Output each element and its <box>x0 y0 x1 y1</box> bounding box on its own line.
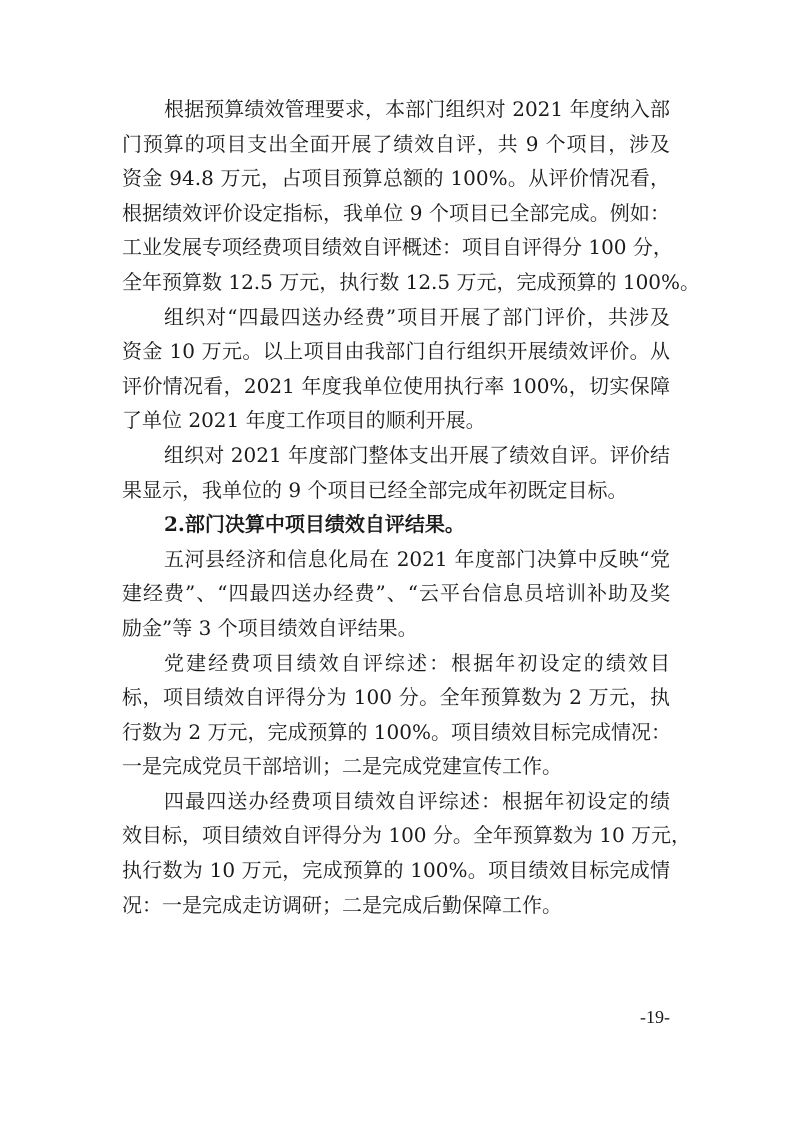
text-line: 五河县经济和信息化局在 2021 年度部门决算中反映“党 <box>164 546 670 571</box>
text-line: 资金 10 万元。以上项目由我部门自行组织开展绩效评价。从 <box>122 339 670 364</box>
text-line: 了单位 2021 年度工作项目的顺利开展。 <box>122 408 486 433</box>
paragraph <box>122 542 670 646</box>
text-line: 组织对 2021 年度部门整体支出开展了绩效自评。评价结 <box>164 442 670 467</box>
text-line: 四最四送办经费项目绩效自评综述：根据年初设定的绩 <box>164 788 670 813</box>
text-line: 果显示，我单位的 9 个项目已经全部完成年初既定目标。 <box>122 477 628 502</box>
paragraph <box>122 438 670 507</box>
text-line: 根据预算绩效管理要求，本部门组织对 2021 年度纳入部 <box>164 97 670 121</box>
paragraph <box>122 92 701 300</box>
section-heading <box>122 507 670 542</box>
text-line: 门预算的项目支出全面开展了绩效自评，共 9 个项目，涉及 <box>122 131 670 156</box>
text-line: 执行数为 10 万元，完成预算的 100%。项目绩效目标完成情 <box>122 858 670 883</box>
text-line: 励金”等 3 个项目绩效自评结果。 <box>122 615 418 640</box>
paragraph <box>122 646 670 784</box>
document-body <box>122 92 701 922</box>
paragraph <box>122 784 692 922</box>
text-line: 资金 94.8 万元，占项目预算总额的 100%。从评价情况看， <box>122 166 670 191</box>
heading-text: 2.部门决算中项目绩效自评结果。 <box>164 512 465 537</box>
text-line: 党建经费项目绩效自评综述：根据年初设定的绩效目 <box>164 650 670 675</box>
page-number: -19- <box>640 1007 670 1027</box>
text-line: 组织对“四最四送办经费”项目开展了部门评价，共涉及 <box>164 304 670 329</box>
text-line: 况：一是完成走访调研；二是完成后勤保障工作。 <box>122 892 562 917</box>
text-line: 一是完成党员干部培训；二是完成党建宣传工作。 <box>122 754 562 779</box>
text-line: 根据绩效评价设定指标，我单位 9 个项目已全部完成。例如： <box>122 200 670 225</box>
text-line: 标，项目绩效自评得分为 100 分。全年预算数为 2 万元，执 <box>122 685 670 710</box>
text-line: 行数为 2 万元，完成预算的 100%。项目绩效目标完成情况： <box>122 719 671 744</box>
paragraph <box>122 300 670 438</box>
text-line: 全年预算数 12.5 万元，执行数 12.5 万元，完成预算的 100%。 <box>122 269 701 294</box>
text-line: 评价情况看，2021 年度我单位使用执行率 100%，切实保障 <box>122 373 670 398</box>
text-line: 建经费”、“四最四送办经费”、“云平台信息员培训补助及奖 <box>122 581 670 606</box>
text-line: 工业发展专项经费项目绩效自评概述：项目自评得分 100 分， <box>122 235 673 260</box>
text-line: 效目标，项目绩效自评得分为 100 分。全年预算数为 10 万元， <box>122 823 692 848</box>
